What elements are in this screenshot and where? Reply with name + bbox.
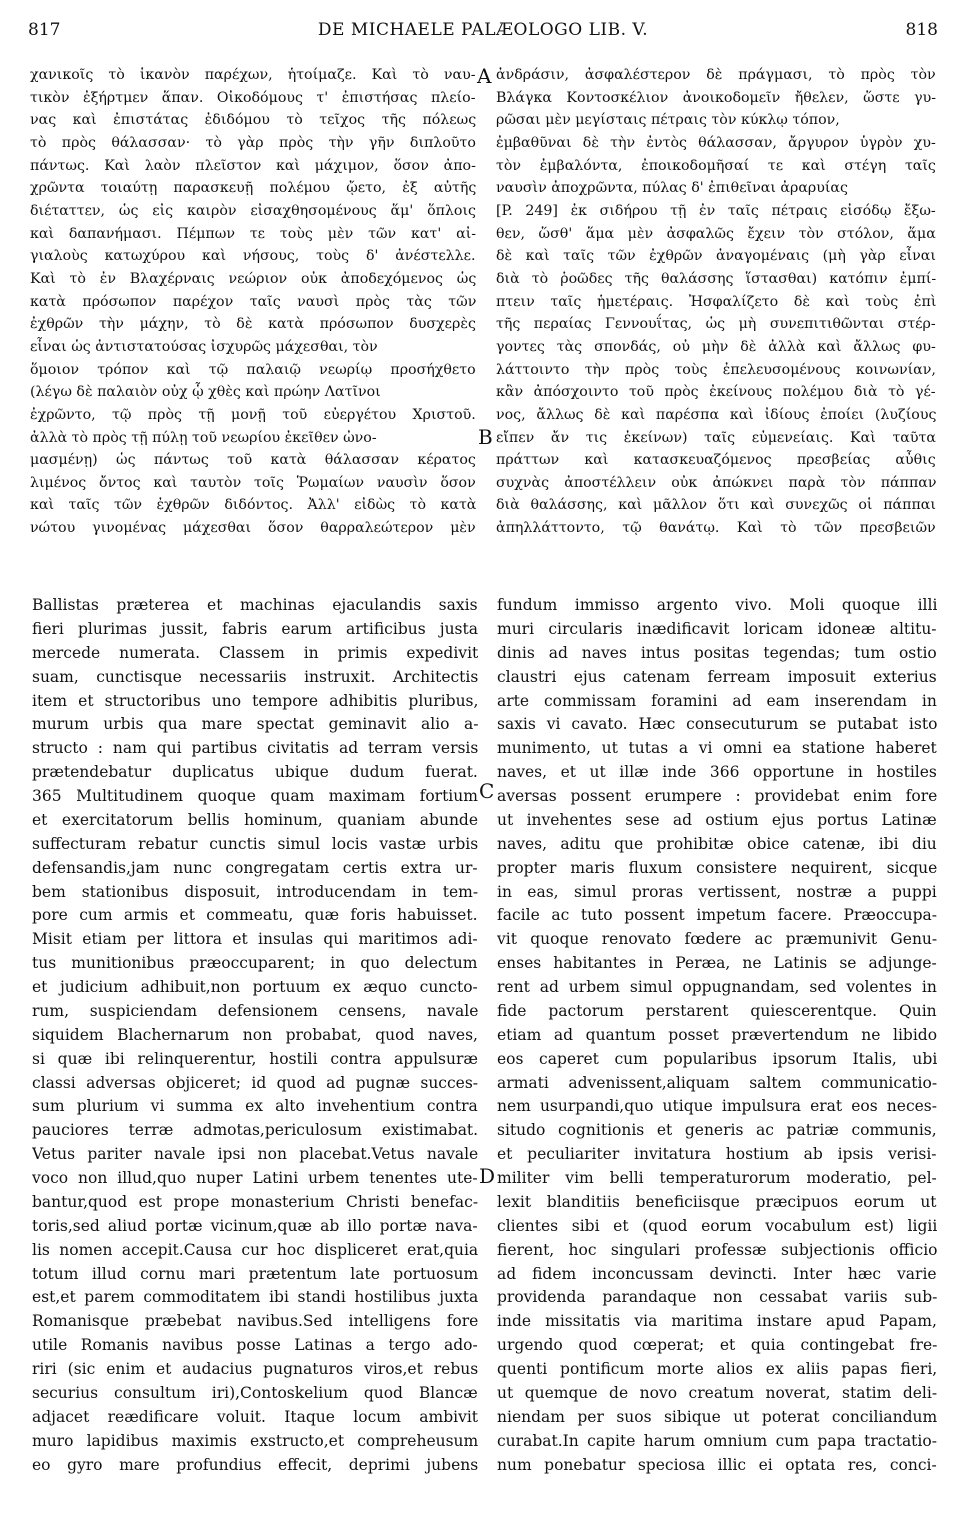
text-line: pauciores terræ admotas,periculosum existimabat.: [32, 1121, 478, 1140]
margin-marker-d: D: [479, 1164, 496, 1188]
text-line: κατὰ πρόσωπον παρέχον ταῖς ναυσὶ πρὸς τὰς τῶν: [30, 293, 476, 310]
text-line: (λέγω δὲ παλαιὸν οὐχ ᾧ χθὲς καὶ πρώην Λατῖνοι: [30, 384, 381, 401]
text-line: fide pactorum perstarent quiescerentque. Quin: [497, 1001, 937, 1020]
text-line: pore cum armis et commeatu, quæ foris habuisset.: [32, 906, 478, 925]
margin-marker-c: C: [479, 779, 495, 803]
text-line: τικὸν ἐξήρτμεν ἅπαν. Οἰκοδόμους τ' ἐπιστήσας πλείο-: [30, 89, 476, 106]
text-line: toris,sed aliud portæ vicinum,quæ ab illo portæ nava-: [32, 1216, 478, 1235]
text-line: inde missitatis via maritima instare apud Papam,: [497, 1312, 937, 1331]
text-line: structo : nam qui partibus civitatis ad terram versis: [32, 739, 478, 758]
text-line: συχνὰς ἀποστέλλειν οὐκ ἀπώκνει παρὰ τὸν πάππαν: [496, 474, 936, 491]
greek-text-left-column: [30, 64, 476, 540]
text-line: bem stationibus disposuit, introducendam in tem-: [32, 882, 478, 901]
text-line: muri circularis inædificavit loricam idoneæ altitu-: [497, 619, 937, 638]
text-line: in eas, simul proras vertissent, nostræ a puppi: [497, 882, 937, 901]
text-line: vit quoque renovato fœdere ac præmunivit Genu-: [497, 930, 937, 949]
text-line: bantur,quod est prope monasterium Christi benefac-: [32, 1192, 478, 1211]
text-line: siquidem Blachernarum non probabat, quod naves,: [32, 1025, 478, 1044]
text-line: ἐχθρῶν τὴν μάχην, τὸ δὲ κατὰ πρόσωπον δυσχερὲς: [30, 316, 476, 333]
text-line: lis nomen accepit.Causa cur hoc displiceret erat,quia: [32, 1240, 478, 1259]
text-line: κἂν ἀπόσχοιντο τοῦ πρὸς ἐκείνους πολέμου διὰ τὸ γέ-: [496, 384, 936, 401]
text-line: nem usurpandi,quo utique impulsura erat eos neces-: [497, 1097, 937, 1116]
text-line: item et structoribus uno tempore adhibitis pluribus,: [32, 691, 478, 710]
text-line: riri (sic enim et audacius pugnaturos viros,et rebus: [32, 1360, 478, 1378]
text-line: Ballistas præterea et machinas ejaculandis saxis: [32, 596, 478, 614]
text-line: πράττων καὶ κατασκευαζόμενος πρεσβείας αὖθις: [496, 452, 936, 469]
text-line: γοντες τὰς σπονδάς, οὐ μὴν δὲ ἀλλὰ καὶ ἄλλως φυ-: [496, 338, 936, 355]
text-line: est,et parem commoditatem ibi standi hostilibus juxta: [32, 1288, 478, 1307]
text-line: aversas possent erumpere : providebat enim fore: [497, 787, 937, 805]
text-line: [P. 249] ἐκ σιδήρου τῇ ἐν ταῖς πέτραις εἰσόδῳ ἔξω-: [496, 202, 936, 219]
text-line: clientes sibi et (quod eorum vocabulum est) ligii: [497, 1216, 937, 1235]
text-line: ut invehentes sese ad ostium ejus portus Latinæ: [497, 810, 937, 829]
text-line: διὰ θαλάσσης, καὶ μᾶλλον ὅτι καὶ συνεχῶς οἱ πάππαι: [496, 497, 936, 514]
text-line: ὅμοιον τρόπον καὶ τῷ παλαιῷ νεωρίῳ προσήχθετο: [30, 361, 476, 378]
page-number-left: 817: [28, 20, 61, 40]
text-line: καὶ ταῖς τῶν ἐχθρῶν διδόντος. Ἀλλ' εἰδὼς τὸ κατὰ: [30, 497, 476, 514]
text-line: πτειν ταῖς ἡμετέραις. Ἠσφαλίζετο δὲ καὶ τοὺς ἐπὶ: [496, 293, 936, 310]
text-line: eos caperet cum popularibus ipsorum Italis, ubi: [497, 1049, 937, 1068]
text-line: naves, aditu que prohibitæ obice catenæ, ibi diu: [497, 834, 937, 853]
text-line: ἀλλὰ τὸ πρὸς τῇ πύλῃ τοῦ νεωρίου ἐκεῖθεν ὠνο-: [30, 429, 377, 446]
text-line: διὰ τὸ ῥοῶδες τῆς θαλάσσης ἵστασθαι) κατόπιν ἐμπί-: [496, 270, 936, 287]
text-line: si quæ ibi relinquerentur, hostili contra appulsuræ: [32, 1049, 478, 1068]
text-line: num ponebatur speciosa illic ei optata res, conci-: [497, 1455, 937, 1474]
text-line: niendam per suos sibique ut poterat conciliandum: [497, 1407, 937, 1426]
text-line: fierent, hoc singulari professæ subjectionis officio: [497, 1240, 937, 1259]
text-line: securius consultum iri),Contoskelium quod Blancæ: [32, 1383, 478, 1402]
text-line: ἐχρῶντο, τῷ πρὸς τῇ μονῇ τοῦ εὐεργέτου Χριστοῦ.: [30, 406, 476, 423]
text-line: τὸ πρὸς θάλασσαν· τὸ γὰρ πρὸς τὴν γῆν διπλοῦτο: [30, 134, 476, 151]
text-line: tus munitionibus præoccuparent; in quo delectum: [32, 954, 478, 973]
text-line: Vetus pariter navale ipsi non placebat.Vetus navale: [32, 1145, 478, 1164]
text-line: πάντως. Καὶ λαὸν πλεῖστον καὶ μάχιμον, ὅσον ἀπο-: [30, 157, 476, 174]
latin-text-left-column: [32, 594, 478, 1477]
running-header: [28, 14, 938, 46]
text-line: ρῶσαι μὲν μεγίσταις πέτραις τὸν κύκλῳ τόπον,: [496, 112, 840, 129]
text-line: Βλάγκα Κοντοσκέλιον ἀνοικοδομεῖν ἤθελεν, ὥστε γυ-: [496, 89, 936, 106]
text-line: adjacet reædificare voluit. Itaque locum ambivit: [32, 1407, 478, 1426]
text-line: eo gyro mare profundius effecit, deprimi jubens: [32, 1455, 478, 1474]
text-line: saxis vi cavato. Hæc consecuturum se putabat isto: [497, 715, 937, 734]
text-line: νώτου γινομένας μάχεσθαι ὅσον θαρραλεώτερον μὲν: [30, 520, 476, 537]
text-line: murum urbis qua mare spectat geminavit alio a-: [32, 715, 478, 734]
margin-marker-b: B: [478, 425, 493, 449]
text-line: et judicium adhibuit,non portuum ex æquo cuncto-: [32, 978, 478, 996]
text-line: rent ad urbem simul oppugnandam, sed volentes in: [497, 978, 937, 996]
text-line: militer vim belli temperaturorum moderatio, pel-: [497, 1169, 937, 1187]
text-line: voco non illud,quo nuper Latini urbem tenentes ute-: [32, 1169, 478, 1187]
text-line: arte commissam foramini ad eam inserendam in: [497, 691, 937, 710]
text-line: naves, et ut illæ inde 366 opportune in hostiles: [497, 763, 937, 782]
text-line: etiam ad quantum posset prævertendum ne libido: [497, 1025, 937, 1044]
text-line: fundum immisso argento vivo. Moli quoque illi: [497, 596, 937, 614]
text-line: armati advenissent,aliquam saltem communicatio-: [497, 1073, 937, 1092]
text-line: ἀνδράσιν, ἀσφαλέστερον δὲ πράγμασι, τὸ πρὸς τὸν: [496, 67, 936, 83]
page-number-right: 818: [905, 20, 938, 40]
text-line: utile Romanis navibus posse Latinas a tergo ado-: [32, 1336, 478, 1355]
text-line: et exercitatorum bellis hominum, quaniam abunde: [32, 810, 478, 829]
text-line: ἐμβαθῦναι δὲ τὴν ἐντὸς θάλασσαν, ἄργυρον ὑγρὸν χυ-: [496, 134, 936, 151]
text-line: χρῶντα τοιαύτῃ παρασκευῇ πολέμου ᾤετο, ἐξ αὐτῆς: [30, 180, 476, 197]
text-line: ἀπηλλάττοντο, τῷ θανάτῳ. Καὶ τὸ τῶν πρεσβειῶν: [496, 520, 936, 537]
text-line: defensandis,jam nunc congregatam certis extra ur-: [32, 858, 478, 877]
text-line: γιαλοὺς κατωχύρου καὶ νήσους, τοὺς δ' ἀνέστελλε.: [30, 248, 476, 265]
text-line: λιμένος ὄντος καὶ ταυτὸν τοῖς Ῥωμαίων ναυσὶν ὅσον: [30, 474, 476, 491]
text-line: suffecturam rebatur cunctis simul locis vastæ urbis: [32, 834, 478, 853]
text-line: dinis ad naves intus positas tegendas; tum ostio: [497, 643, 937, 662]
text-line: δὲ καὶ ταῖς τῶν ἐχθρῶν ἀναγομέναις (μὴ γὰρ εἶναι: [496, 248, 936, 265]
text-line: εἶναι ὡς ἀντιστατούσας ἰσχυρῶς μάχεσθαι, τὸν: [30, 338, 378, 355]
text-line: mercede numerata. Classem in primis expedivit: [32, 643, 478, 662]
text-line: lexit blanditiis beneficiisque præcipuos eorum ut: [497, 1192, 937, 1211]
text-line: situdo cognitionis et generis ac patriæ communis,: [497, 1121, 937, 1140]
running-title: DE MICHAELE PALÆOLOGO LIB. V.: [317, 20, 649, 40]
greek-text-right-column: [496, 64, 936, 540]
text-line: urgendo quod cœperat; et quia contingebat fre-: [497, 1336, 937, 1355]
text-line: 365 Multitudinem quoque quam maximam fortium: [32, 787, 478, 805]
text-line: εἴπεν ἄν τις ἐκείνων) ταῖς εὐμενείαις. Καὶ ταῦτα: [496, 429, 936, 446]
text-line: propter maris fluxum consistere nequirent, sicque: [497, 858, 937, 877]
text-line: ad fidem inconcussam devincti. Inter hæc varie: [497, 1264, 937, 1283]
text-line: Romanisque præbebat navibus.Sed intelligens fore: [32, 1312, 478, 1331]
text-line: χανικοῖς τὸ ἱκανὸν παρέχων, ἡτοίμαζε. Καὶ τὸ ναυ-: [30, 67, 476, 83]
text-line: totum illud cornu mari prætentum late portuosum: [32, 1264, 478, 1283]
text-line: λάττοιντο τὴν πρὸς τοὺς ἐπελευσομένους κοινωνίαν,: [496, 361, 936, 378]
text-line: facile ac tuto possent impetum facere. Præoccupa-: [497, 906, 937, 925]
text-line: classi adversas objiceret; id quod ad pugnæ succes-: [32, 1073, 478, 1092]
text-line: καὶ δαπανήμασι. Πέμπων τε τοὺς μὲν τῶν κατ' αἰ-: [30, 225, 476, 242]
text-line: τῆς περαίας Γεννουΐτας, ὡς μὴ συνεπιτιθῶνται στέρ-: [496, 316, 936, 333]
text-line: νας καὶ ἐπιστάτας ἐδιδόμου τὸ τεῖχος τῆς πόλεως: [30, 112, 476, 129]
margin-marker-a: A: [477, 64, 492, 88]
text-line: ναυσὶν ἀποχρῶντα, πύλας δ' ἐπιθεῖναι ἀραρυίας: [496, 180, 848, 197]
text-line: διέταττεν, ὡς εἰς καιρὸν εἰσαχθησομένους ἅμ' ὅπλοις: [30, 202, 476, 219]
text-line: μασμένῃ) ὡς πάντως τοῦ κατὰ θάλασσαν κέρατος: [30, 452, 476, 469]
text-line: quenti pontificum morte alios ex aliis papas fieri,: [497, 1360, 937, 1378]
text-line: rum, suspiciendam defensionem censens, navale: [32, 1001, 478, 1020]
text-line: fieri plurimas jussit, fabris earum artificibus justa: [32, 619, 478, 638]
text-line: Καὶ τὸ ἐν Βλαχέρναις νεώριον οὐκ ἀποδεχόμενος ὡς: [30, 270, 476, 287]
text-line: enses habitantes in Peræa, ne Latinis se adjunge-: [497, 954, 937, 973]
text-line: ut quemque de novo creatum noverat, statim deli-: [497, 1383, 937, 1402]
text-line: muro lapidibus maximis exstructo,et compreheusum: [32, 1431, 478, 1450]
text-line: νος, ἄλλως δὲ καὶ παρέσπα καὶ ἰδίους ἐποίει (λυζίους: [496, 406, 936, 423]
text-line: τὸν ἐμβαλόντα, ἐποικοδομῆσαί τε καὶ στέγη ταῖς: [496, 157, 936, 174]
text-line: providenda parandaque non cessabat variis sub-: [497, 1288, 937, 1307]
latin-text-right-column: [497, 594, 937, 1477]
text-line: Misit etiam per littora et insulas qui maritimos adi-: [32, 930, 478, 949]
text-line: suam, cunctisque necessariis instruxit. Architectis: [32, 667, 478, 686]
text-line: claustri ejus catenam ferream imposuit exterius: [497, 667, 937, 686]
text-line: θεν, ὥσθ' ἅμα μὲν ἀσφαλῶς ἔχειν τὸν στόλον, ἅμα: [496, 225, 936, 242]
text-line: et peculiariter invitatura hostium ab ipsis verisi-: [497, 1145, 937, 1164]
text-line: sum plurium vi summa ex alto invehentium contra: [32, 1097, 478, 1116]
text-line: curabat.In capite harum omnium cum papa tractatio-: [497, 1431, 937, 1450]
text-line: munimento, ut tutas a vi omni ea statione haberet: [497, 739, 937, 758]
text-line: prætendebatur duplicatus ubique dudum fuerat.: [32, 763, 478, 782]
